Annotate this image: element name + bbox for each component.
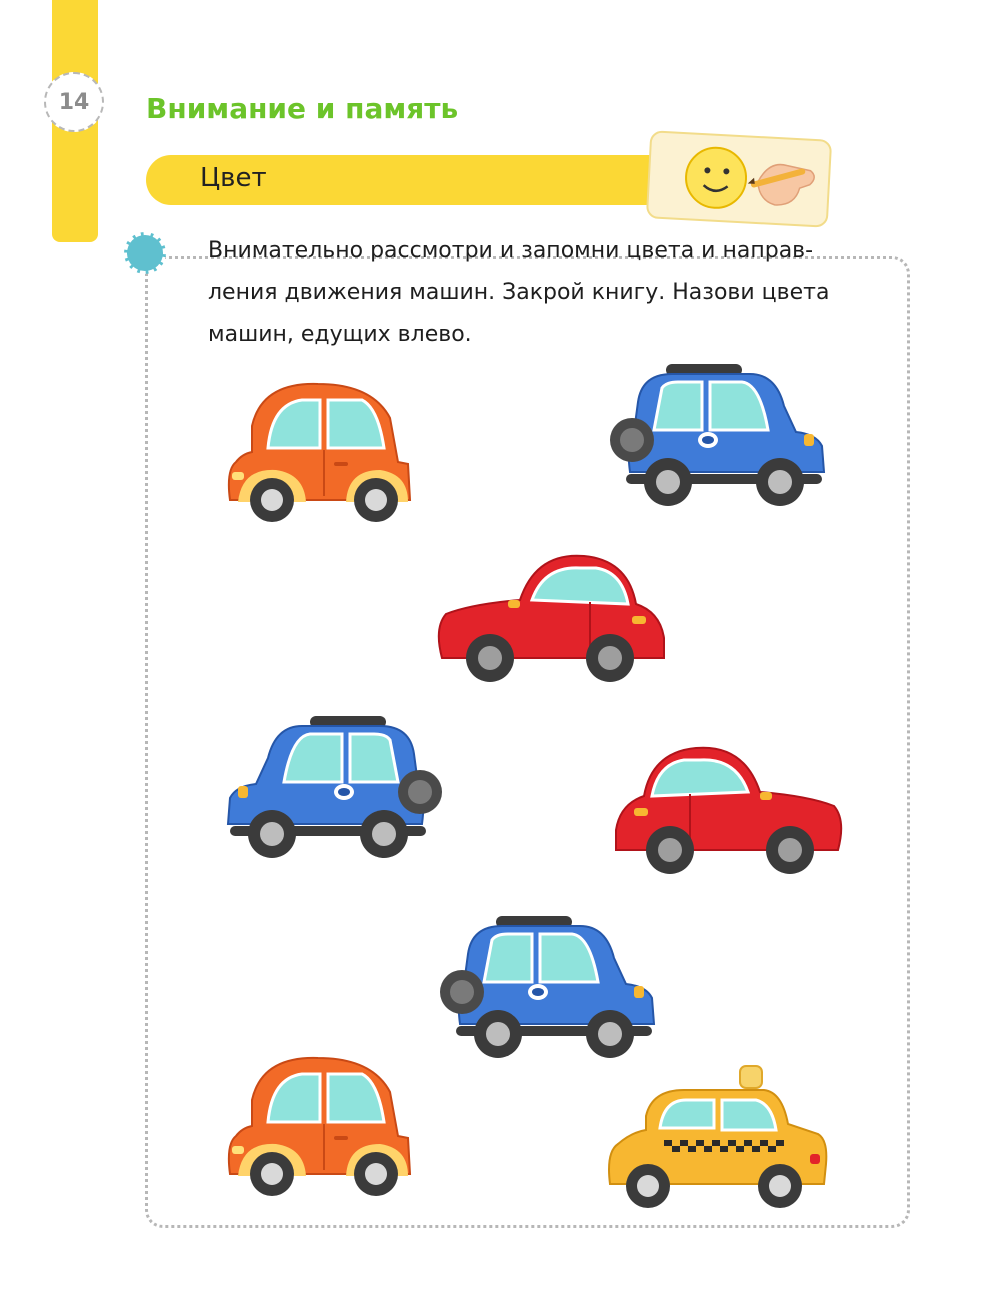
task-line-3: машин, едущих влево.: [208, 322, 472, 347]
topic-label: Цвет: [200, 163, 267, 193]
blue-car-1: [608, 362, 836, 510]
red-car-2: [608, 740, 848, 880]
topic-icon-card: [646, 130, 832, 227]
page-number: 14: [58, 89, 90, 115]
task-line-1: Внимательно рассмотри и запомни цвета и направ-: [208, 238, 814, 263]
section-title: Внимание и память: [146, 92, 459, 125]
orange-car-2: [222, 1052, 422, 1198]
task-line-2: ления движения машин. Закрой книгу. Назови цвета: [208, 280, 830, 305]
task-bullet: [124, 232, 166, 274]
blue-car-2: [216, 714, 444, 862]
taxi-car: [604, 1060, 836, 1220]
orange-car-1: [222, 378, 422, 524]
task-instructions: [208, 230, 908, 356]
coloring-hand-icon: [648, 132, 830, 225]
page-number-badge: [44, 72, 104, 132]
red-car-1: [432, 548, 672, 688]
blue-car-3: [438, 914, 666, 1062]
